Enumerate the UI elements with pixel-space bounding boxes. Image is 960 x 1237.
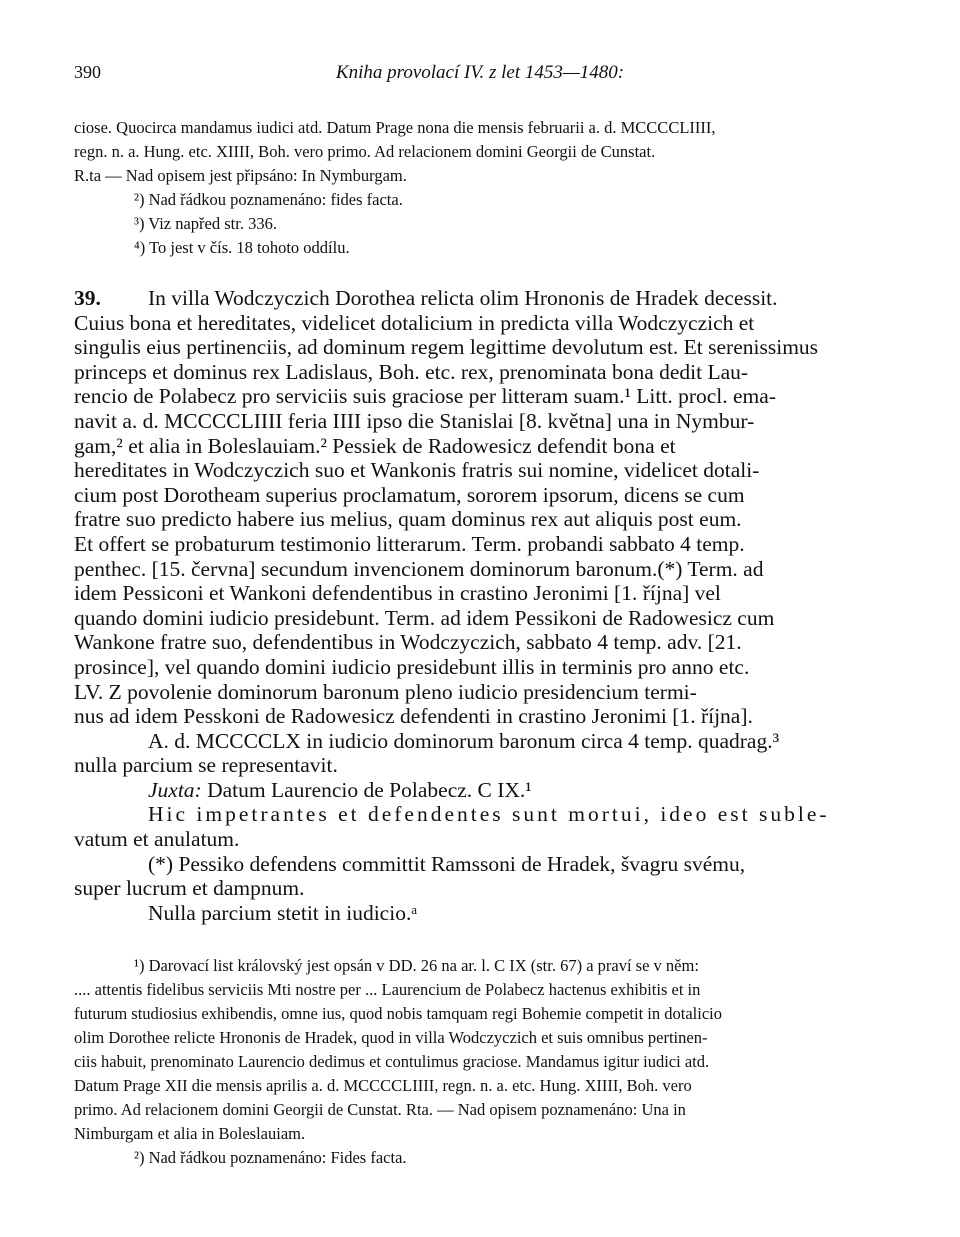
entry-line: prosince], vel quando domini iudicio presidebunt illis in terminis pro anno etc. (74, 654, 750, 679)
entry-line: navit a. d. MCCCCLIIII feria IIII ipso die Stanislai [8. května] una in Nymbur- (74, 408, 755, 433)
fragment-line: ciose. Quocirca mandamus iudici atd. Datum Prage nona die mensis februarii a. d. MCCCCLIIII, (74, 118, 716, 137)
entry-line: fratre suo predicto habere ius melius, quam dominus rex aut aliquis post eum. (74, 507, 742, 532)
entry-line: quando domini iudicio presidebunt. Term. ad idem Pessikoni de Radowesicz cum (74, 605, 775, 630)
paragraph-line: Nulla parcium stetit in iudicio.ᵃ (148, 900, 418, 925)
footnote-line: .... attentis fidelibus serviciis Mti nostre per ... Laurencium de Polabecz hactenus exhibitis et in (74, 980, 701, 999)
footnotes (74, 954, 886, 1170)
juxta-line (74, 778, 886, 803)
fragment-line: regn. n. a. Hung. etc. XIIII, Boh. vero primo. Ad relacionem domini Georgii de Cunstat. (74, 142, 656, 161)
entry-line: princeps et dominus rex Ladislaus, Boh. etc. rex, prenominata bona dedit Lau- (74, 359, 749, 384)
entry-line: LV. Z povolenie dominorum baronum pleno iudicio presidencium termi- (74, 679, 697, 704)
fragment-note: ⁴) To jest v čís. 18 tohoto oddílu. (134, 238, 350, 257)
entry-line: hereditates in Wodczyczich suo et Wankonis fratris sui nomine, videlicet dotali- (74, 458, 760, 483)
footnote-line: primo. Ad relacionem domini Georgii de Cunstat. Rta. — Nad opisem poznamenáno: Una in (74, 1100, 686, 1119)
juxta-text: Datum Laurencio de Polabecz. C IX.¹ (201, 777, 532, 802)
footnote-line: ²) Nad řádkou poznamenáno: Fides facta. (134, 1148, 407, 1167)
footnote-line: olim Dorothee relicte Hrononis de Hradek, quod in villa Wodczyczich et suis omnibus pertinen- (74, 1028, 708, 1047)
entry-number: 39. (74, 286, 101, 310)
footnote-line: ciis habuit, prenominato Laurencio dedimus et contulimus graciose. Mandamus igitur iudici atd. (74, 1052, 710, 1071)
paragraph-line: Hic impetrantes et defendentes sunt mortui, ideo est suble- (148, 802, 830, 827)
paragraph-line: super lucrum et dampnum. (74, 876, 305, 901)
paragraph-line: A. d. MCCCCLX in iudicio dominorum baronum circa 4 temp. quadrag.³ (148, 728, 780, 753)
footnote-line: futurum studiosius exhibendis, omne ius, quod nobis tamquam regi Bohemie competit in dotalicio (74, 1004, 723, 1023)
entry-line: idem Pessiconi et Wankoni defendentibus in crastino Jeronimi [1. října] vel (74, 581, 721, 606)
paragraph-line: vatum et anulatum. (74, 827, 240, 852)
footnote-line: ¹) Darovací list královský jest opsán v DD. 26 na ar. l. C IX (str. 67) a praví se v něm: (134, 956, 699, 975)
entry-line: singulis eius pertinenciis, ad dominum regem legittime devolutum est. Et serenissimus (74, 335, 819, 360)
paragraph-line: (*) Pessiko defendens committit Ramssoni de Hradek, švagru svému, (148, 851, 746, 876)
juxta-label: Juxta: (148, 777, 202, 802)
running-title: Kniha provolací IV. z let 1453—1480: (335, 62, 625, 83)
entry-39 (74, 286, 886, 925)
fragment-line: R.ta — Nad opisem jest připsáno: In Nymburgam. (74, 166, 407, 185)
page-number: 390 (74, 62, 101, 82)
paragraph-line: nulla parcium se representavit. (74, 753, 338, 778)
fragment-note: ³) Viz napřed str. 336. (134, 214, 277, 233)
top-fragment (74, 116, 886, 260)
entry-line: cium post Dorotheam superius proclamatum, sororem ipsorum, dicens se cum (74, 482, 745, 507)
entry-line: Wankone fratre suo, defendentibus in Wodczyczich, sabbato 4 temp. adv. [21. (74, 630, 742, 655)
fragment-note: ²) Nad řádkou poznamenáno: fides facta. (134, 190, 403, 209)
entry-first-line (74, 286, 886, 311)
page-header (74, 62, 886, 88)
entry-line: Et offert se probaturum testimonio litterarum. Term. probandi sabbato 4 temp. (74, 531, 745, 556)
footnote-line: Nimburgam et alia in Boleslauiam. (74, 1124, 306, 1143)
entry-line: nus ad idem Pesskoni de Radowesicz defendenti in crastino Jeronimi [1. října]. (74, 704, 753, 729)
entry-line: penthec. [15. června] secundum invencionem dominorum baronum.(*) Term. ad (74, 556, 764, 581)
entry-line: In villa Wodczyczich Dorothea relicta olim Hrononis de Hradek decessit. (148, 286, 778, 310)
footnote-line: Datum Prage XII die mensis aprilis a. d. MCCCCLIIII, regn. n. a. etc. Hung. XIIII, Boh. vero (74, 1076, 692, 1095)
entry-line: rencio de Polabecz pro serviciis suis graciose per litteram suam.¹ Litt. procl. ema- (74, 384, 776, 409)
entry-line: Cuius bona et hereditates, videlicet dotalicium in predicta villa Wodczyczich et (74, 310, 755, 335)
entry-line: gam,² et alia in Boleslauiam.² Pessiek de Radowesicz defendit bona et (74, 433, 676, 458)
